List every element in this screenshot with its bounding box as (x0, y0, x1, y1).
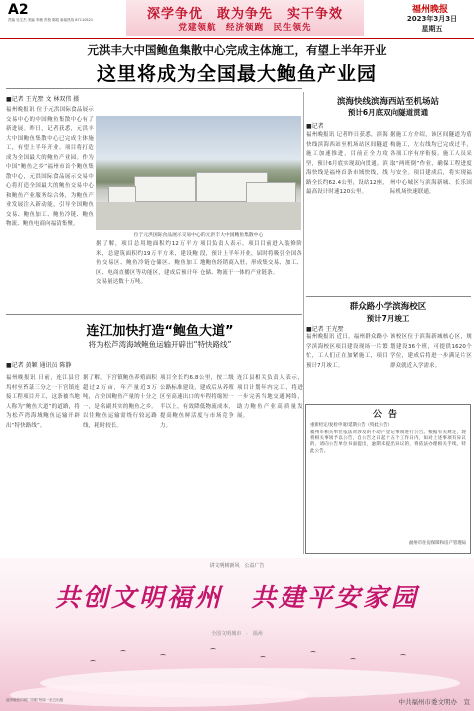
right2-body-column: 福州晚报讯 近日，福州群众路小学滨海校区项目建设现场一片繁忙，工人们正在加紧施工，项目预计7月竣工。 (306, 334, 388, 369)
story1-kicker: 元洪丰大中国鲍鱼集散中心完成主体施工，有望上半年开业 (87, 43, 387, 57)
notice-body: 福州市相关单位依法对涉及的不动产登记事项进行公告。根据有关规定，现将相关事项予以公告，自公告之日起十五个工作日内，如对上述事项有异议的，请向公告单位书面提出，逾期未提出异议的，将依法办理相关手续。特此公告。 (310, 430, 466, 454)
right2-byline: ■记者 王光墅 (306, 326, 344, 333)
notice-title: 公告 (372, 410, 403, 420)
right2-body-column: 该校区位于滨海新城核心区，规划建设36个班，可提供1620个学位，建成后将进一步满足片区群众就近入学需求。 (390, 334, 472, 369)
story1-body-column: 据了解，项目总用地面积约12万平方米，总建筑面积约19万平方米，建设鲍鱼交易区、鲍鱼冷链仓储区、鲍鱼加工区、电商直播区等功能区，建成后预计年交易量达数十万吨。 (96, 241, 198, 285)
story1-byline: ■记者 王光墅 文 林双伟 摄 (6, 96, 80, 103)
story2-byline: ■记者 黄颖 通讯员 陈静 (6, 362, 72, 369)
ad-slogan: 共创文明福州 共建平安家园 (54, 583, 419, 612)
photo-caption: 位于元洪国际食品展示交易中心的元洪丰大中国鲍鱼集散中心 (133, 233, 264, 238)
right2-subhead: 预计7月竣工 (366, 314, 410, 323)
story1-headline: 这里将成为全国最大鲍鱼产业园 (96, 63, 377, 85)
divider (6, 88, 302, 89)
right1-body-column: 福州晚报讯 记者昨日获悉，滨海快线滨海西站至机场站区间隧道施工加速推进，目前正全力攻坚，预计6月底实现双向贯通。滨海快线是福州首条市域快线，线路全长约62.4公里，设站12座，最高设计时速120公里。 (306, 132, 388, 195)
story1-photo (96, 116, 301, 230)
story2-body-column: 项目全长约6.8公里，按二级公路标准建设，建成后从养殖区至高速出口的车程将缩短一半以上，有效降低物流成本，提高鲍鱼鲜活度与市场竞争力。 (160, 375, 234, 429)
right1-headline: 滨海快线滨海西站至机场站 (336, 97, 439, 107)
slogan-line-1: 深学争优 敢为争先 实干争效 (146, 7, 343, 22)
footer-text: 福州晚报印刷厂印刷 每周一至五出版 (6, 698, 64, 702)
right1-byline: ■记者 (306, 123, 324, 130)
story2-body-column: 据了解，下宫镇鲍鱼养殖面积超过2万亩，年产量近3万吨，占全国鲍鱼产量的十分之一，是名副其实的鲍鱼之乡。以往鲍鱼运输需绕行较远路线，耗时较长。 (83, 375, 157, 429)
issue-date: 2023年3月3日 (406, 15, 458, 23)
masthead-meta: 责编 吴生杰 美编 李薇 责校 陈昭 新闻热线 87110521 (8, 18, 94, 22)
notice-signature: 福州市住房保障和房产管理局 (408, 541, 466, 546)
slogan-line-2: 党建领航 经济领跑 民生领先 (178, 23, 312, 33)
issue-weekday: 星期五 (421, 25, 443, 33)
right1-body-column: 据施工方介绍，该区间隧道为盾构施工，左右线均已完成过半，各项工序有序衔接。施工人员采取“两班倒”作业，确保工程进度与安全。项目建成后，将实现福州中心城区与滨海新城、长乐国际机场快速联通。 (390, 132, 472, 195)
notice-subtitle: 重新检定/复检申请/延期公告（特此公告） (310, 423, 392, 428)
story2-subhead: 将为松芦湾海域鲍鱼运输开辟出“特快路线” (88, 340, 232, 349)
ad-caption: 全国文明城市 · 福州 (211, 631, 263, 637)
divider (306, 296, 471, 297)
story2-body-column: 福州晚报讯 日前，连江县官坞村至苔菉三分之一下宫镇连接工程项目开工，这条被当地人称为“鲍鱼大道”的道路，将为松芦湾海域鲍鱼运输开辟出“特快路线”。 (6, 375, 80, 429)
story2-headline: 连江加快打造“鲍鱼大道” (86, 324, 234, 339)
story2-body-column: 连江县相关负责人表示，项目计划年内完工，将进一步完善当地交通网络，助力鲍鱼产业高质量发展。 (237, 375, 303, 419)
divider (6, 314, 302, 315)
page-number: A2 (8, 2, 29, 18)
story1-body-column: 项目负责人表示，项目目前进入装修阶段，预计上半年开业，届时将吸引全国各地鲍鱼经销商入驻，形成集交易、加工、仓储、物流于一体的产业链条。 (200, 241, 302, 276)
column-divider (303, 92, 304, 554)
ad-label: 讲文明树新风 公益广告 (209, 563, 265, 569)
right2-headline: 群众路小学滨海校区 (349, 302, 427, 312)
ad-sponsor: 中共福州市委文明办 宣 (398, 698, 470, 706)
story1-body-column: 福州晚报讯 位于元洪国际食品展示交易中心的中国鲍鱼集散中心有了新进展。昨日，记者获悉，元洪丰大中国鲍鱼集散中心已完成主体施工，有望上半年开业。项目将打造成为全国最大的鲍鱼产业园。作为中国“鲍鱼之乡”福州市首个鲍鱼集散中心，元洪国际食品展示交易中心将打造全国最大的鲍鱼交易中心和鲍鱼产业服务综合体，为鲍鱼产业发展注入新动能，引导全国鲍鱼交易、鲍鱼加工、鲍鱼冷链、鲍鱼物流、鲍鱼电商向福清集聚。 (6, 107, 94, 227)
right1-subhead: 预计6月底双向隧道贯通 (347, 108, 429, 117)
paper-logo: 福州晚报 (411, 5, 448, 15)
